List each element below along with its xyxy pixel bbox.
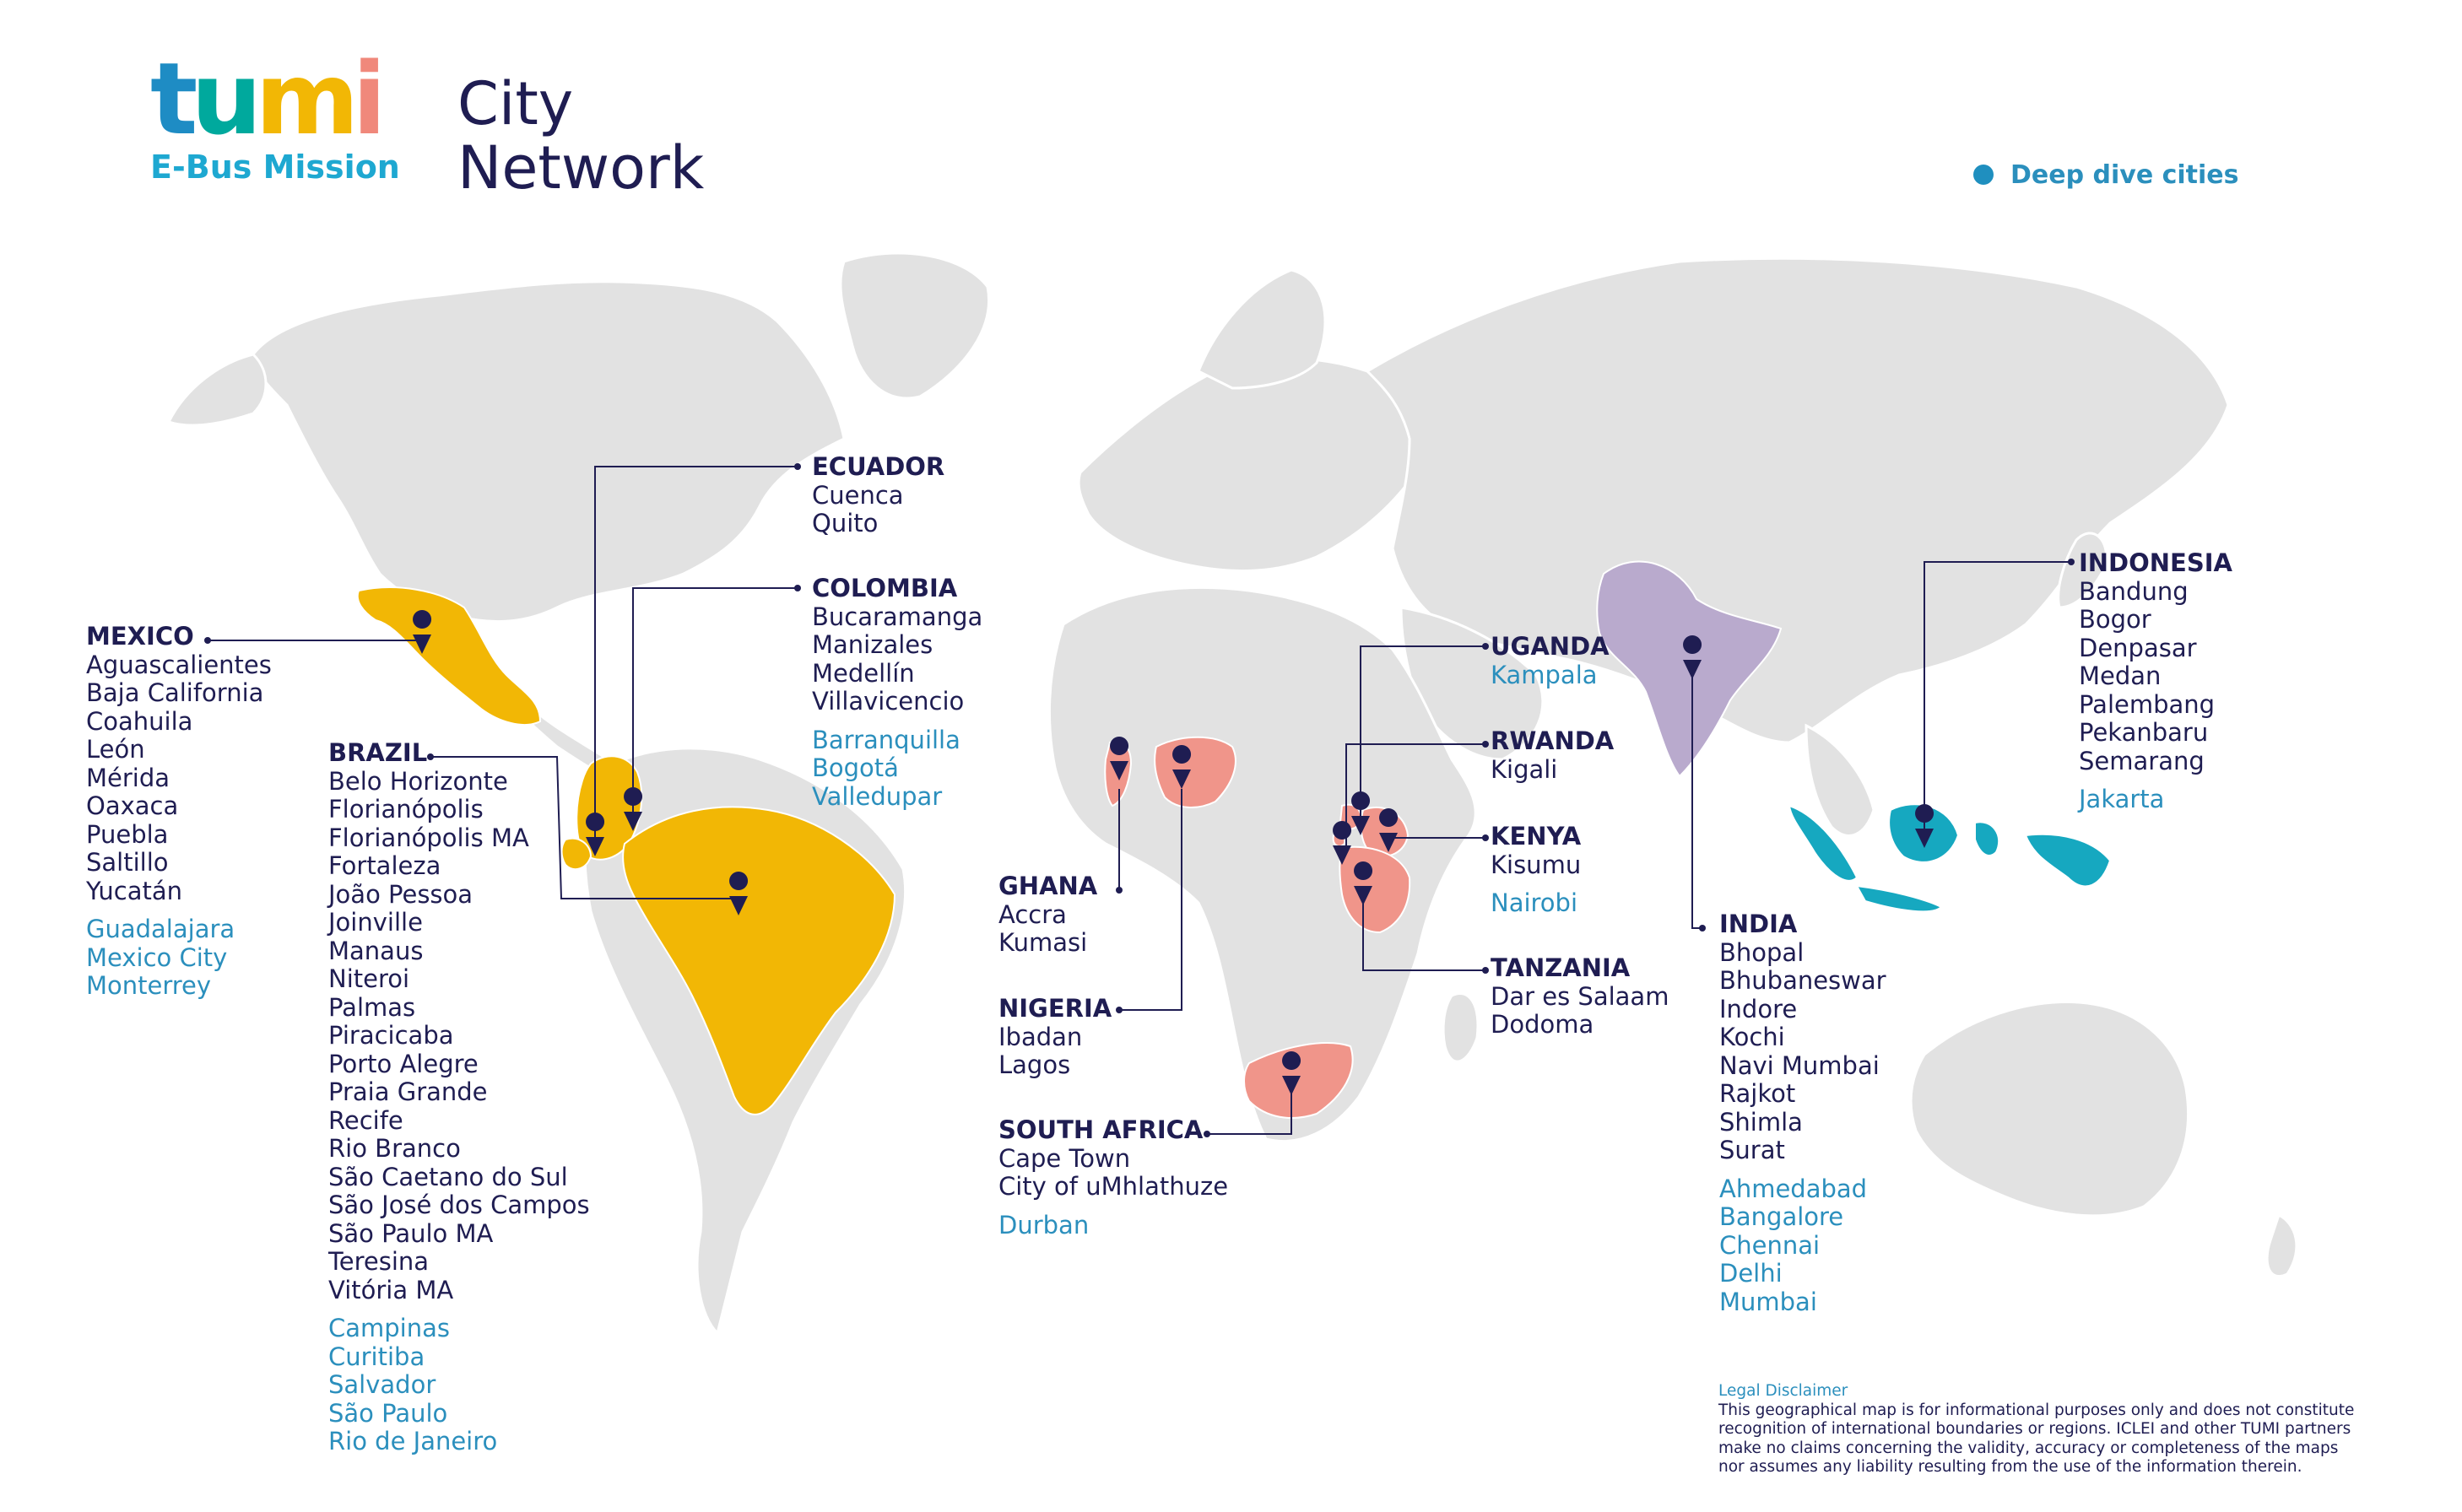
landmass-north-america	[253, 282, 844, 622]
city-name: Villavicencio	[812, 687, 965, 716]
logo-subtitle: E-Bus Mission	[150, 148, 400, 186]
list-gap	[1719, 1165, 1886, 1175]
map-legend	[1973, 160, 2239, 190]
deep-dive-city-name: Mumbai	[1719, 1287, 1817, 1316]
city-name: Manaus	[328, 936, 424, 965]
tumi-wordmark: tumi	[150, 40, 380, 157]
city-name: Mérida	[86, 763, 170, 792]
title-line-2: Network	[457, 133, 705, 202]
deep-dive-city-name: Monterrey	[86, 971, 212, 1000]
legend-dot-icon	[1973, 165, 1994, 185]
city-name: Piracicaba	[328, 1021, 454, 1050]
country-name: KENYA	[1491, 822, 1582, 850]
city-name: Dodoma	[1491, 1010, 1594, 1039]
city-name: Kigali	[1491, 754, 1558, 784]
deep-dive-city-name: Mexico City	[86, 942, 228, 972]
disclaimer-heading: Legal Disclaimer	[1718, 1382, 1848, 1400]
city-name: Coahuila	[86, 706, 193, 736]
list-gap	[812, 716, 982, 726]
landmass-madagascar	[1443, 993, 1478, 1061]
landmass-se-asia	[1806, 726, 1874, 835]
city-name: Niteroi	[328, 964, 410, 993]
city-name: Puebla	[86, 819, 169, 849]
deep-dive-city-name: Rio de Janeiro	[328, 1427, 498, 1455]
city-name: Recife	[328, 1105, 403, 1135]
disclaimer-line-3: make no claims concerning the validity, accuracy or completeness of the maps	[1718, 1439, 2339, 1457]
city-name: Dar es Salaam	[1491, 981, 1669, 1011]
tumi-logo	[150, 40, 400, 186]
city-name: Palembang	[2079, 689, 2216, 719]
city-name: Florianópolis	[328, 795, 484, 824]
country-name: NIGERIA	[998, 994, 1112, 1023]
deep-dive-city-name: Curitiba	[328, 1342, 425, 1371]
title-line-1: City	[457, 69, 574, 138]
city-name: Denpasar	[2079, 633, 2197, 662]
city-name: Shimla	[1719, 1107, 1803, 1137]
city-name: Lagos	[998, 1050, 1071, 1079]
deep-dive-city-name: Delhi	[1719, 1259, 1783, 1288]
deep-dive-city-name: Barranquilla	[812, 725, 960, 754]
country-name: GHANA	[998, 872, 1098, 900]
country-name: RWANDA	[1491, 726, 1615, 755]
label-uganda	[1491, 633, 1610, 689]
city-name: Yucatán	[86, 876, 183, 905]
deep-dive-city-name: Salvador	[328, 1370, 436, 1399]
country-name: INDONESIA	[2079, 548, 2232, 577]
country-name: BRAZIL	[328, 738, 428, 767]
label-tanzania	[1491, 954, 1669, 1040]
landmass-europe	[1079, 359, 1412, 571]
city-name: León	[86, 735, 145, 764]
city-name: Indore	[1719, 994, 1798, 1023]
city-name: Kisumu	[1491, 850, 1582, 879]
country-name: COLOMBIA	[812, 574, 958, 602]
label-rwanda	[1491, 727, 1614, 784]
label-ecuador	[812, 453, 944, 538]
city-name: Belo Horizonte	[328, 766, 508, 796]
country-name: UGANDA	[1491, 632, 1610, 661]
city-name: São José dos Campos	[328, 1191, 590, 1219]
deep-dive-city-name: Valledupar	[812, 781, 943, 811]
city-name: Medellín	[812, 658, 915, 688]
city-name: Vitória MA	[328, 1275, 454, 1304]
city-name: Navi Mumbai	[1719, 1050, 1880, 1080]
city-name: Ibadan	[998, 1022, 1083, 1051]
city-name: São Paulo MA	[328, 1218, 494, 1248]
disclaimer-line-4: nor assumes any liability resulting from the use of the information therein.	[1718, 1458, 2302, 1476]
label-ghana	[998, 872, 1097, 958]
country-name: INDIA	[1719, 910, 1798, 938]
city-name: Pekanbaru	[2079, 718, 2209, 747]
city-name: Bhopal	[1719, 937, 1805, 967]
city-name: Porto Alegre	[328, 1049, 479, 1078]
city-name: Kumasi	[998, 928, 1088, 957]
label-india	[1719, 910, 1886, 1316]
city-name: Baja California	[86, 678, 264, 707]
deep-dive-city-name: Ahmedabad	[1719, 1174, 1868, 1203]
city-name: Medan	[2079, 662, 2162, 690]
city-name: Accra	[998, 899, 1067, 929]
landmass-australia	[1911, 1002, 2189, 1216]
city-name: Fortaleza	[328, 851, 441, 880]
city-name: Joinville	[328, 908, 423, 937]
city-name: João Pessoa	[328, 879, 473, 909]
country-name: TANZANIA	[1491, 953, 1631, 982]
disclaimer-line-1: This geographical map is for informational purposes only and does not constitute	[1718, 1401, 2355, 1419]
page-title	[457, 69, 705, 202]
deep-dive-city-name: Campinas	[328, 1314, 450, 1342]
city-name: Rajkot	[1719, 1079, 1796, 1108]
city-name: Oaxaca	[86, 791, 179, 820]
landmass-scandinavia	[1199, 270, 1325, 388]
deep-dive-city-name: Bogotá	[812, 753, 899, 782]
city-name: Aguascalientes	[86, 650, 272, 679]
legal-disclaimer	[1718, 1382, 2427, 1477]
label-indonesia	[2079, 549, 2232, 814]
label-nigeria	[998, 995, 1112, 1080]
label-kenya	[1491, 823, 1581, 918]
deep-dive-city-name: Kampala	[1491, 660, 1598, 689]
city-name: São Caetano do Sul	[328, 1162, 568, 1191]
city-name: Teresina	[328, 1247, 430, 1276]
landmass-greenland	[841, 253, 989, 398]
city-name: Quito	[812, 509, 879, 537]
label-mexico	[86, 623, 272, 1001]
deep-dive-city-name: Bangalore	[1719, 1202, 1844, 1231]
deep-dive-city-name: Nairobi	[1491, 888, 1578, 917]
deep-dive-city-name: Chennai	[1719, 1230, 1821, 1260]
city-name: Praia Grande	[328, 1077, 488, 1106]
city-name: Semarang	[2079, 746, 2205, 775]
city-name: Cape Town	[998, 1143, 1131, 1173]
city-name: Bucaramanga	[812, 602, 983, 631]
city-name: Cuenca	[812, 480, 904, 510]
landmass-alaska	[169, 354, 266, 425]
legend-label: Deep dive cities	[2010, 160, 2239, 190]
label-south-africa	[998, 1116, 1228, 1239]
city-name: Manizales	[812, 630, 933, 659]
city-name: Palmas	[328, 992, 416, 1022]
deep-dive-city-name: Guadalajara	[86, 915, 235, 943]
city-name: Bandung	[2079, 576, 2189, 606]
city-name: Kochi	[1719, 1023, 1785, 1051]
country-name: SOUTH AFRICA	[998, 1115, 1204, 1144]
city-name: Surat	[1719, 1136, 1785, 1164]
deep-dive-city-name: São Paulo	[328, 1398, 448, 1428]
city-name: Saltillo	[86, 848, 169, 877]
country-name: MEXICO	[86, 622, 194, 651]
landmass-new-zealand	[2267, 1215, 2297, 1277]
label-colombia	[812, 575, 982, 811]
disclaimer-line-2: recognition of international boundaries or regions. ICLEI and other TUMI partners	[1718, 1420, 2351, 1438]
city-name: City of uMhlathuze	[998, 1172, 1229, 1201]
deep-dive-city-name: Jakarta	[2079, 785, 2165, 813]
city-name: Bogor	[2079, 605, 2151, 634]
label-brazil	[328, 739, 590, 1456]
list-gap	[998, 1202, 1228, 1212]
city-name: Florianópolis MA	[328, 823, 529, 852]
city-name: Bhubaneswar	[1719, 966, 1886, 995]
city-name: Rio Branco	[328, 1134, 461, 1163]
deep-dive-city-name: Durban	[998, 1210, 1090, 1239]
country-name: ECUADOR	[812, 452, 945, 481]
